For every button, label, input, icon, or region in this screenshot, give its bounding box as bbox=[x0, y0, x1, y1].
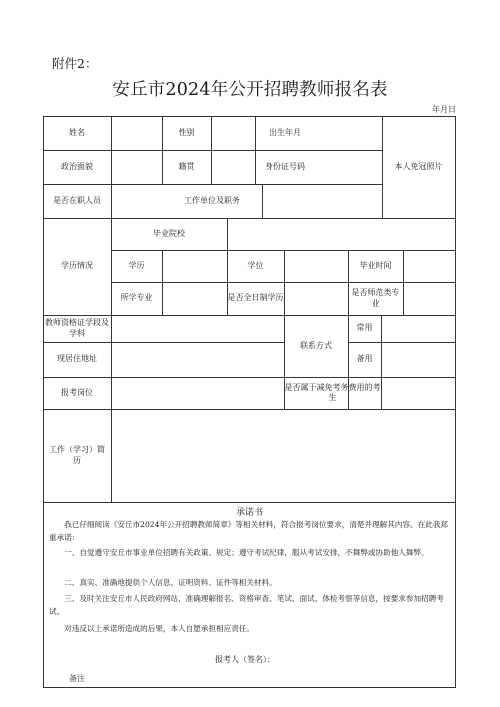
date-label: 年月日 bbox=[432, 105, 456, 114]
table-line bbox=[211, 116, 212, 184]
phone-backup-label: 备用 bbox=[356, 354, 373, 364]
table-line bbox=[43, 687, 456, 688]
page-title: 安丘市2024年公开招聘教师报名表 bbox=[112, 80, 388, 100]
position-label: 报考岗位 bbox=[61, 387, 93, 397]
native-place-label: 籍贯 bbox=[178, 161, 195, 171]
table-line bbox=[455, 116, 456, 687]
pledge-title: 承诺书 bbox=[235, 508, 263, 518]
table-line bbox=[284, 250, 285, 315]
pledge-paragraph: 我已仔细阅读《安丘市2024年公开招聘教师简章》等相关材料，符合报考岗位要求，清楚并理解其内容。在此我郑重承诺： bbox=[49, 520, 449, 543]
table-line bbox=[227, 218, 228, 250]
graduation-time-label: 毕业时间 bbox=[359, 260, 392, 270]
signer-label: 报考人（签名）： bbox=[215, 655, 275, 664]
education-label: 学历情况 bbox=[61, 261, 93, 271]
teacher-cert-label: 教师资格证学段及学科 bbox=[45, 318, 109, 338]
table-line bbox=[43, 502, 456, 503]
table-line bbox=[162, 250, 163, 315]
phone-common-label: 常用 bbox=[356, 323, 373, 333]
birth-label: 出生年月 bbox=[269, 127, 301, 137]
major-label: 所学专业 bbox=[120, 293, 153, 303]
contact-label: 联系方式 bbox=[300, 340, 332, 350]
fee-exempt-label: 是否属于减免考务费用的考生 bbox=[284, 382, 381, 402]
pledge-paragraph: 对违反以上承诺所造成的后果，本人自愿承担相应责任。 bbox=[64, 624, 255, 633]
work-unit-label: 工作单位及职务 bbox=[184, 195, 240, 205]
full-time-label: 是否全日制学历 bbox=[227, 293, 284, 303]
employed-label: 是否在职人员 bbox=[53, 195, 101, 205]
resume-label: 工作（学习）简历 bbox=[49, 445, 105, 465]
pledge-paragraph: 二、真实、准确地提供个人信息、证明资料、证件等相关材料。 bbox=[64, 578, 277, 587]
table-line bbox=[381, 315, 382, 409]
degree-label: 学位 bbox=[247, 260, 264, 270]
photo-label: 本人免冠照片 bbox=[394, 161, 443, 171]
attachment-label: 附件2： bbox=[52, 56, 98, 71]
table-line bbox=[403, 250, 404, 315]
pledge-paragraph: 三、及时关注安丘市人民政府网站，准确理解报名、资格审查、笔试、面试、体检考察等信息，按要求参加招聘考试。 bbox=[49, 594, 444, 617]
id-number-label: 身份证号码 bbox=[265, 161, 305, 171]
normal-major-label: 是否师范类专业 bbox=[351, 288, 400, 308]
table-line bbox=[111, 409, 112, 502]
gender-label: 性别 bbox=[178, 127, 195, 137]
registration-form bbox=[43, 116, 456, 687]
address-label: 现居住地址 bbox=[57, 354, 97, 364]
political-label: 政治面貌 bbox=[61, 161, 93, 171]
degree-level-label: 学历 bbox=[128, 260, 145, 270]
school-label: 毕业院校 bbox=[153, 228, 185, 238]
remark-label: 备注 bbox=[69, 674, 85, 683]
name-label: 姓名 bbox=[69, 127, 85, 137]
pledge-paragraph: 一、自觉遵守安丘市事业单位招聘有关政策、规定；遵守考试纪律，服从考试安排，不舞弊或协助他人舞弊。 bbox=[64, 548, 429, 557]
table-line bbox=[262, 184, 263, 218]
